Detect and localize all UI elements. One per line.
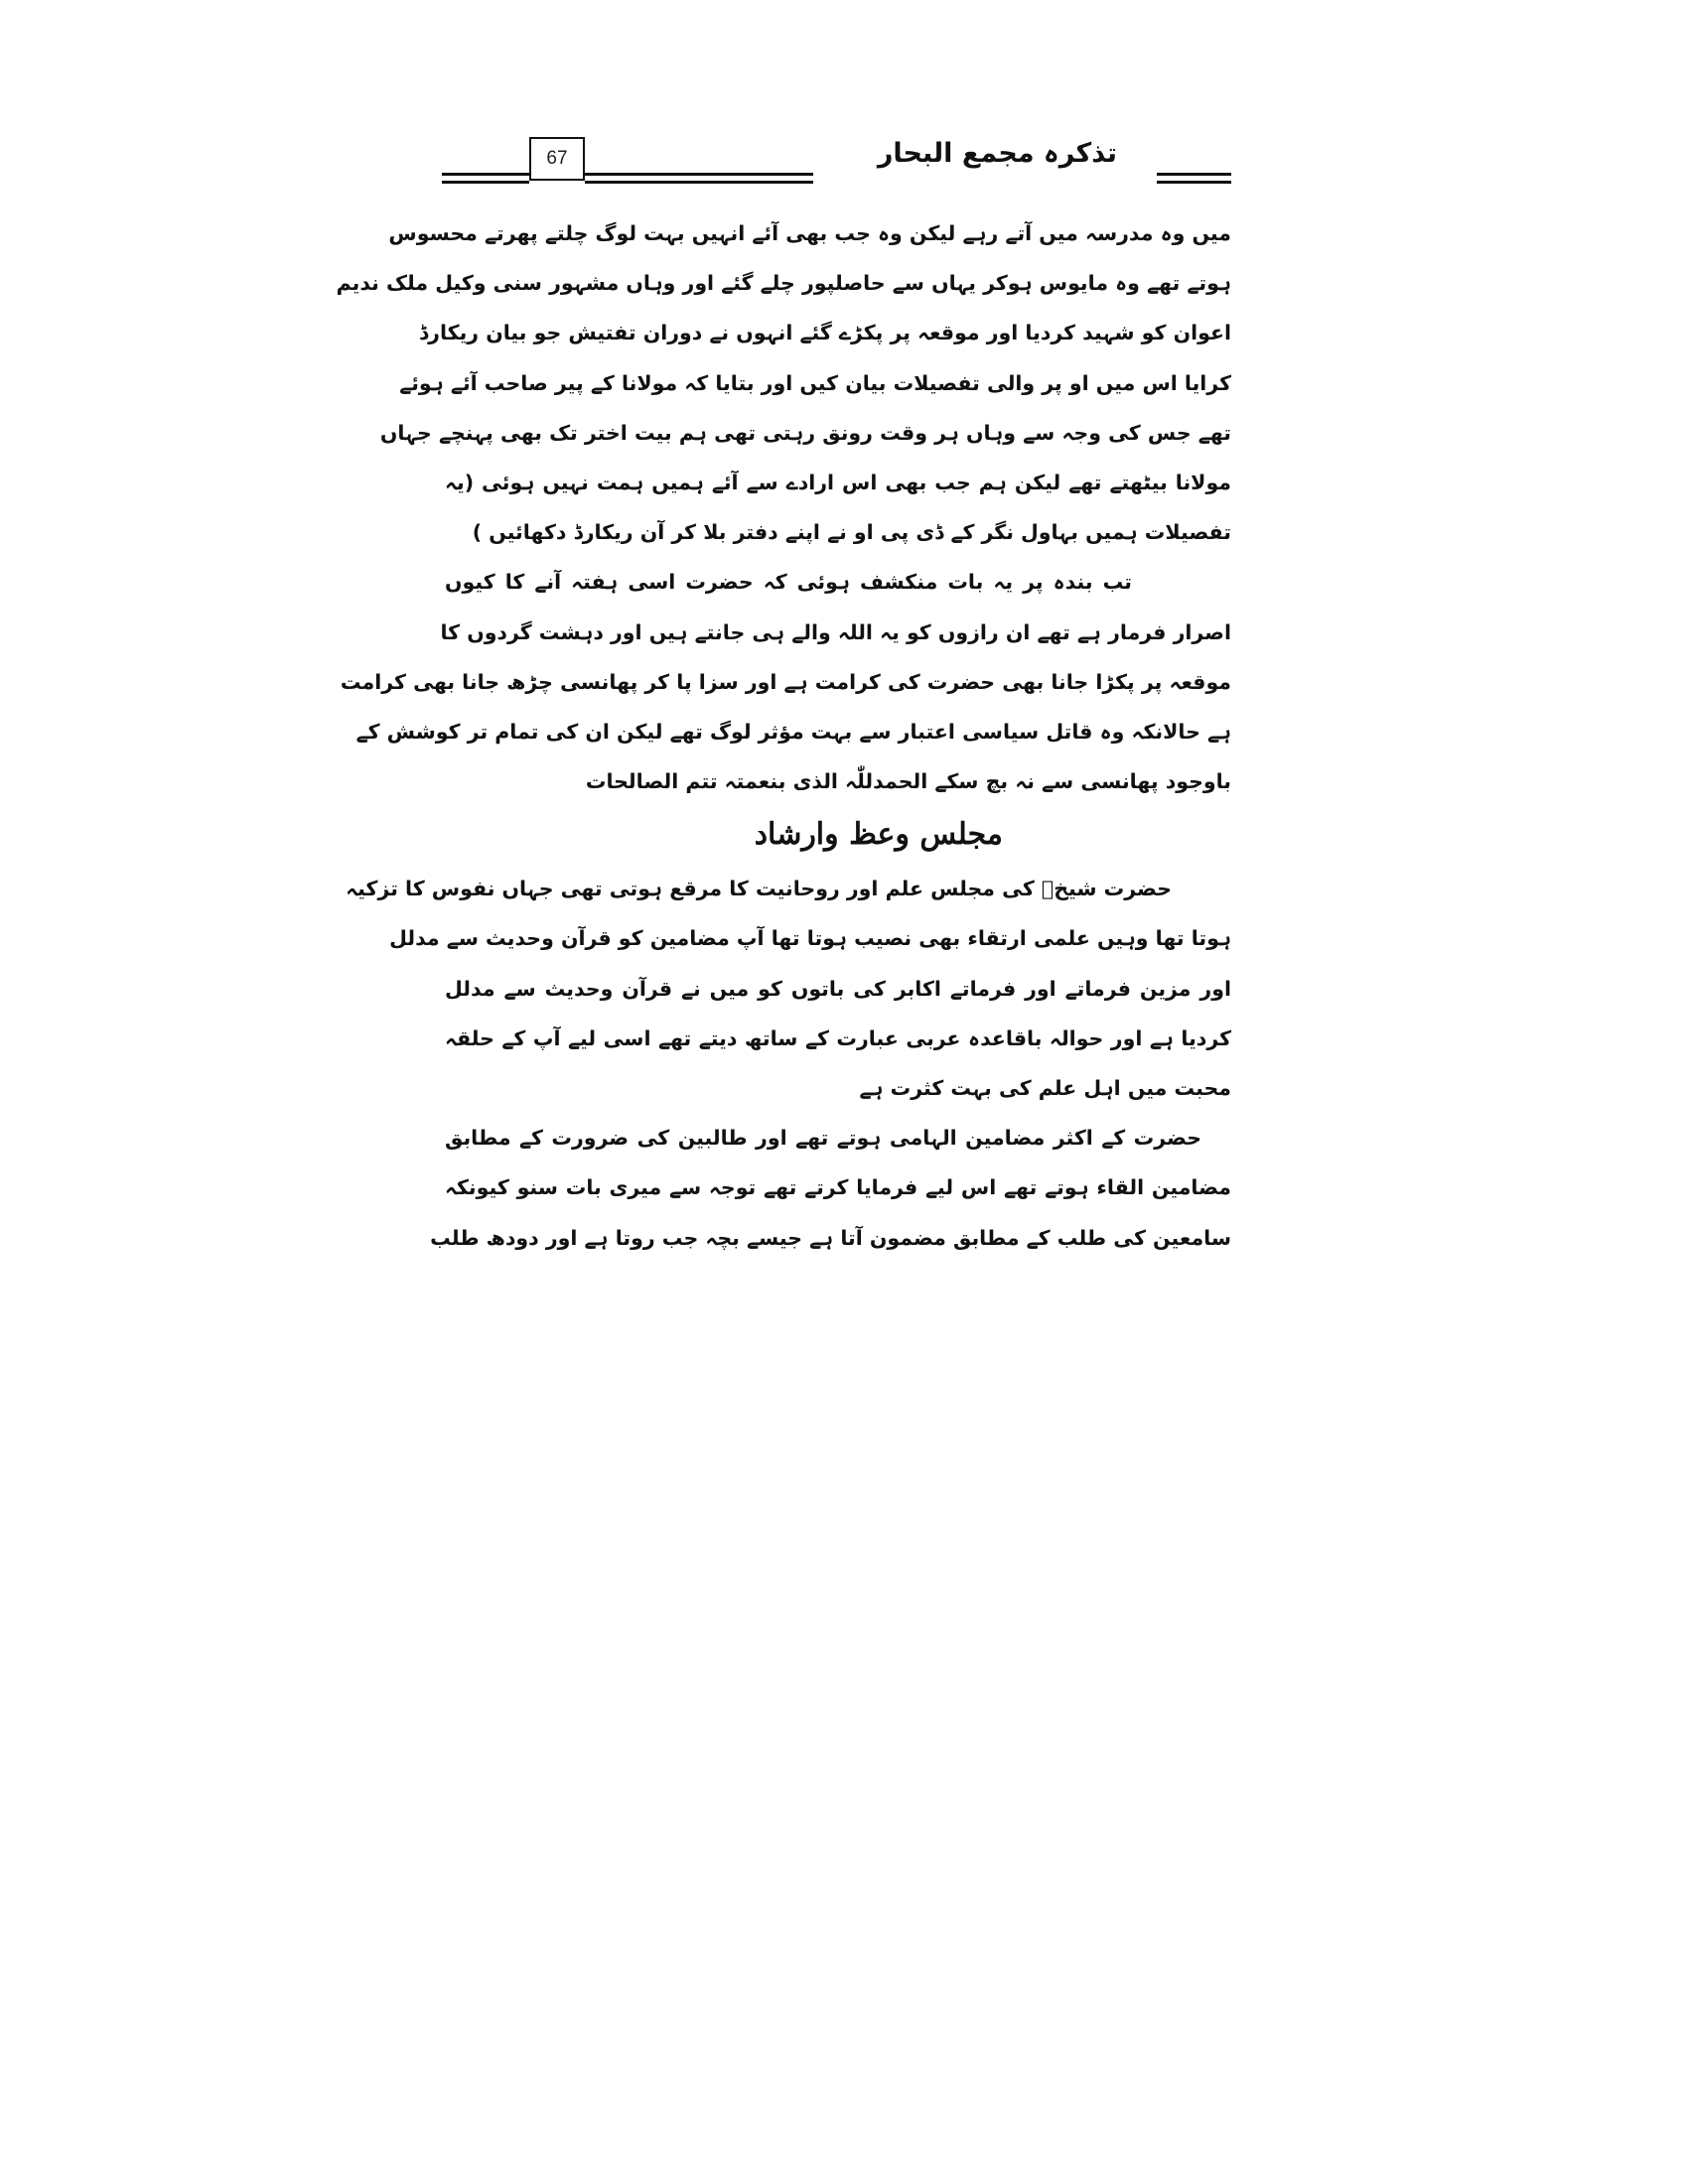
header-rule-middle-lower [585, 181, 813, 184]
text-line: محبت میں اہل علم کی بہت کثرت ہے [859, 1076, 1231, 1100]
paragraph-2 [340, 557, 1231, 806]
text-line: کرایا اس میں او پر والی تفصیلات بیان کیں اور بتایا کہ مولانا کے پیر صاحب آئے ہوئے [399, 370, 1231, 395]
text-line: باوجود پھانسی سے نہ بچ سکے الحمدللّٰہ الذی بنعمتہ تتم الصالحات [585, 769, 1231, 794]
text-line: اور مزین فرماتے اور فرماتے اکابر کی باتوں کو میں نے قرآن وحدیث سے مدلل [445, 976, 1231, 1001]
text-line: تب بندہ پر یہ بات منکشف ہوئی کہ حضرت اسی ہفتہ آنے کا کیوں [445, 570, 1132, 595]
text-line: حضرت شیخؒ کی مجلس علم اور روحانیت کا مرقع ہوتی تھی جہاں نفوس کا تزکیہ [346, 877, 1172, 901]
text-line: مولانا بیٹھتے تھے لیکن ہم جب بھی اس ارادے سے آئے ہمیں ہمت نہیں ہوئی (یہ [445, 470, 1231, 494]
text-line: مضامین القاء ہوتے تھے اس لیے فرمایا کرتے تھے توجہ سے میری بات سنو کیونکہ [445, 1175, 1231, 1200]
header-rule-left-lower [442, 181, 529, 184]
header-rule-right-lower [1157, 181, 1231, 184]
text-line: تھے جس کی وجہ سے وہاں ہر وقت رونق رہتی تھی ہم بیت اختر تک بھی پہنچے جہاں [379, 420, 1231, 445]
header-rule-left [442, 173, 529, 176]
text-line: کردیا ہے اور حوالہ باقاعدہ عربی عبارت کے ساتھ دیتے تھے اسی لیے آپ کے حلقہ [445, 1025, 1231, 1050]
text-line: اصرار فرمار ہے تھے ان رازوں کو یہ اللہ والے ہی جانتے ہیں اور دہشت گردوں کا [440, 619, 1231, 644]
text-line: تفصیلات ہمیں بہاول نگر کے ڈی پی او نے اپنے دفتر بلا کر آن ریکارڈ دکھائیں ) [472, 520, 1231, 545]
text-line: ہے حالانکہ وہ قاتل سیاسی اعتبار سے بہت مؤثر لوگ تھے لیکن ان کی تمام تر کوشش کے [355, 719, 1231, 744]
text-line: ہوتے تھے وہ مایوس ہوکر یہاں سے حاصلپور چلے گئے اور وہاں مشہور سنی وکیل ملک ندیم [336, 271, 1231, 296]
text-line: اعوان کو شہید کردیا اور موقعہ پر پکڑے گئے انہوں نے دوران تفتیش جو بیان ریکارڈ [419, 321, 1231, 345]
page-header [442, 133, 1231, 189]
body-text [336, 208, 1231, 1263]
text-line: ہوتا تھا وہیں علمی ارتقاء بھی نصیب ہوتا تھا آپ مضامین کو قرآن وحدیث سے مدلل [389, 926, 1231, 951]
text-line: حضرت کے اکثر مضامین الہامی ہوتے تھے اور طالبین کی ضرورت کے مطابق [445, 1126, 1201, 1151]
paragraph-4 [430, 1113, 1231, 1263]
header-rule-right [1157, 173, 1231, 176]
paragraph-3 [346, 864, 1231, 1113]
text-line: سامعین کی طلب کے مطابق مضمون آتا ہے جیسے بچہ جب روتا ہے اور دودھ طلب [430, 1225, 1231, 1250]
text-line: موقعہ پر پکڑا جانا بھی حضرت کی کرامت ہے اور سزا پا کر پھانسی چڑھ جانا بھی کرامت [340, 669, 1231, 694]
paragraph-1 [336, 208, 1231, 557]
page-number: 67 [529, 137, 585, 181]
text-line: میں وہ مدرسہ میں آتے رہے لیکن وہ جب بھی آئے انہیں بہت لوگ چلتے پھرتے محسوس [388, 221, 1231, 245]
running-title: تذکرہ مجمع البحار [877, 138, 1117, 169]
section-heading: مجلس وعظ وارشاد [754, 817, 1003, 853]
header-rule-middle [585, 173, 813, 176]
